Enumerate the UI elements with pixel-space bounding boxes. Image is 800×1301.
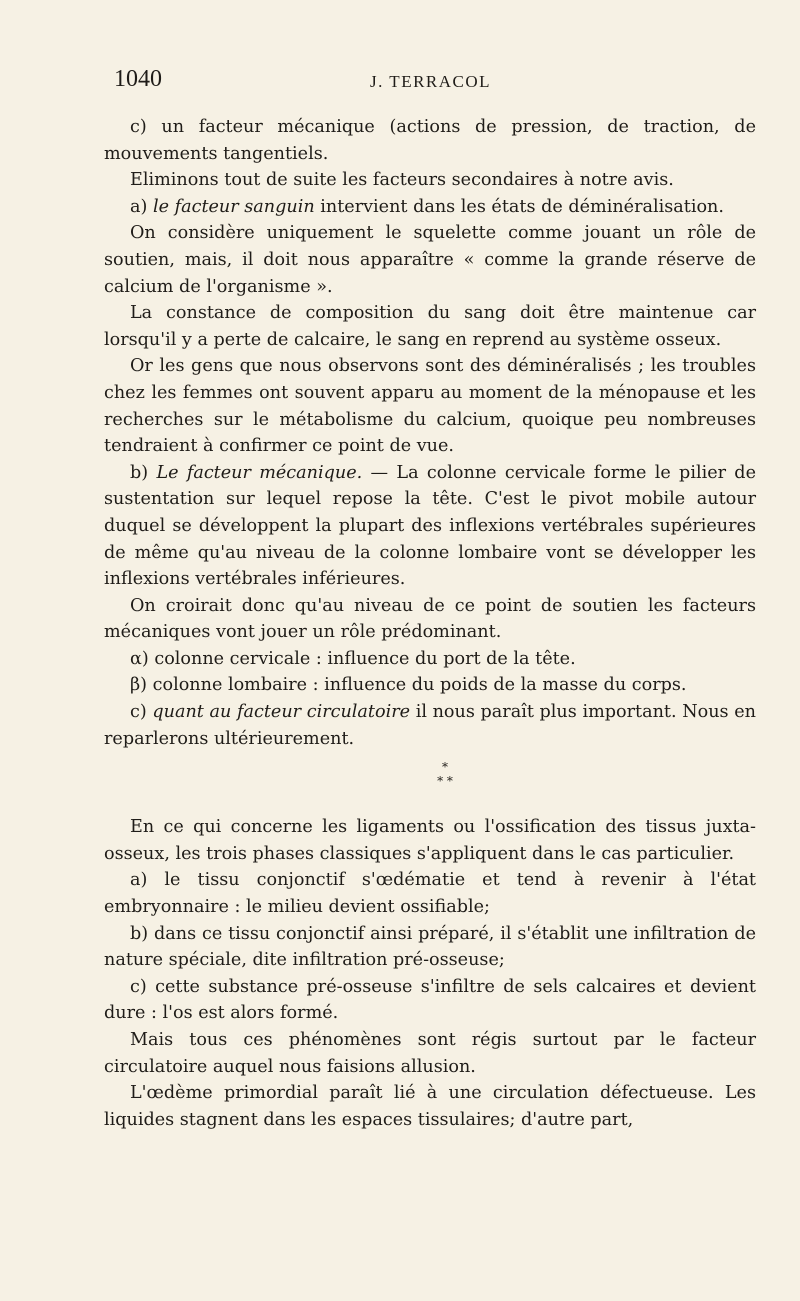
separator-star-top: * <box>442 760 448 775</box>
text-run: On considère uniquement le squelette comme jouant un rôle de soutien, mais, il doit nous apparaître « comme la grande réserve de calcium de l'organisme ». <box>104 223 756 297</box>
paragraph <box>104 974 756 1027</box>
paragraph <box>104 114 756 167</box>
text-run: c) <box>130 702 153 723</box>
text-run: L'œdème primordial paraît lié à une circulation défectueuse. Les liquides stagnent dans les espaces tissulaires; d'autre part, <box>104 1083 756 1130</box>
italic-run: quant au facteur circulatoire <box>152 702 411 723</box>
page-number: 1040 <box>114 66 162 92</box>
paragraph <box>104 220 756 300</box>
text-run: b) <box>130 462 157 483</box>
running-head: J. TERRACOL <box>370 72 492 91</box>
paragraph <box>104 1080 756 1133</box>
paragraph <box>104 1027 756 1080</box>
paragraph <box>104 460 756 593</box>
text-run: a) <box>130 196 153 217</box>
paragraph <box>104 300 756 353</box>
text-run: En ce qui concerne les ligaments ou l'ossification des tissus juxta-osseux, les trois phases classiques s'appliquent dans le cas particulier. <box>104 817 756 864</box>
text-run: c) un facteur mécanique (actions de pression, de traction, de mouvements tangentiels. <box>104 117 756 164</box>
paragraph <box>104 867 756 920</box>
text-run: b) dans ce tissu conjonctif ainsi préparé, il s'établit une infiltration de nature spéciale, dite infiltration pré-osseuse; <box>104 923 756 971</box>
text-run: β) colonne lombaire : influence du poids de la masse du corps. <box>130 675 687 696</box>
paragraph <box>104 646 756 673</box>
text-run: La constance de composition du sang doit être maintenue car lorsqu'il y a perte de calcaire, le sang en reprend au système osseux. <box>104 303 756 350</box>
paragraph <box>104 194 756 221</box>
text-run: a) le tissu conjonctif s'œdématie et tend à revenir à l'état embryonnaire : le milieu devient ossifiable; <box>104 870 756 918</box>
text-run: α) colonne cervicale : influence du port de la tête. <box>130 648 576 669</box>
text-run: — La colonne cervicale forme le pilier de sustentation sur lequel repose la tête. C'est le pivot mobile autour duquel se développent la plupart des inflexions vertébrales supérieures de même qu'au niveau de la colonne lombaire vont se développer les inflexions vertébrales inférieures. <box>104 462 756 590</box>
paragraph <box>104 814 756 867</box>
section-separator <box>104 760 756 788</box>
body-text <box>104 114 756 1133</box>
text-run: Eliminons tout de suite les facteurs secondaires à notre avis. <box>130 170 674 191</box>
italic-run: le facteur sanguin <box>152 196 315 217</box>
paragraph <box>104 699 756 752</box>
paragraph <box>104 921 756 974</box>
text-run: intervient dans les états de déminéralisation. <box>314 196 724 217</box>
paragraph <box>104 353 756 459</box>
section-before-separator <box>104 114 756 752</box>
separator-stars-bottom: * * <box>437 774 453 789</box>
paragraph <box>104 672 756 699</box>
italic-run: Le facteur mécanique. <box>156 462 363 483</box>
text-run: Or les gens que nous observons sont des déminéralisés ; les troubles chez les femmes ont souvent apparu au moment de la ménopause et les recherches sur le métabolisme du calcium, quoique peu nombreuses tendraient à confirmer ce point de vue. <box>104 356 756 457</box>
text-run: il nous paraît plus important. Nous en reparlerons ultérieurement. <box>104 702 756 749</box>
text-run: c) cette substance pré-osseuse s'infiltre de sels calcaires et devient dure : l'os est alors formé. <box>104 976 756 1024</box>
paragraph <box>104 167 756 194</box>
text-run: On croirait donc qu'au niveau de ce point de soutien les facteurs mécaniques vont jouer un rôle prédominant. <box>104 595 756 643</box>
text-run: Mais tous ces phénomènes sont régis surtout par le facteur circulatoire auquel nous faisions allusion. <box>104 1030 756 1077</box>
page-header <box>114 62 740 96</box>
paragraph <box>104 593 756 646</box>
section-after-separator <box>104 814 756 1133</box>
